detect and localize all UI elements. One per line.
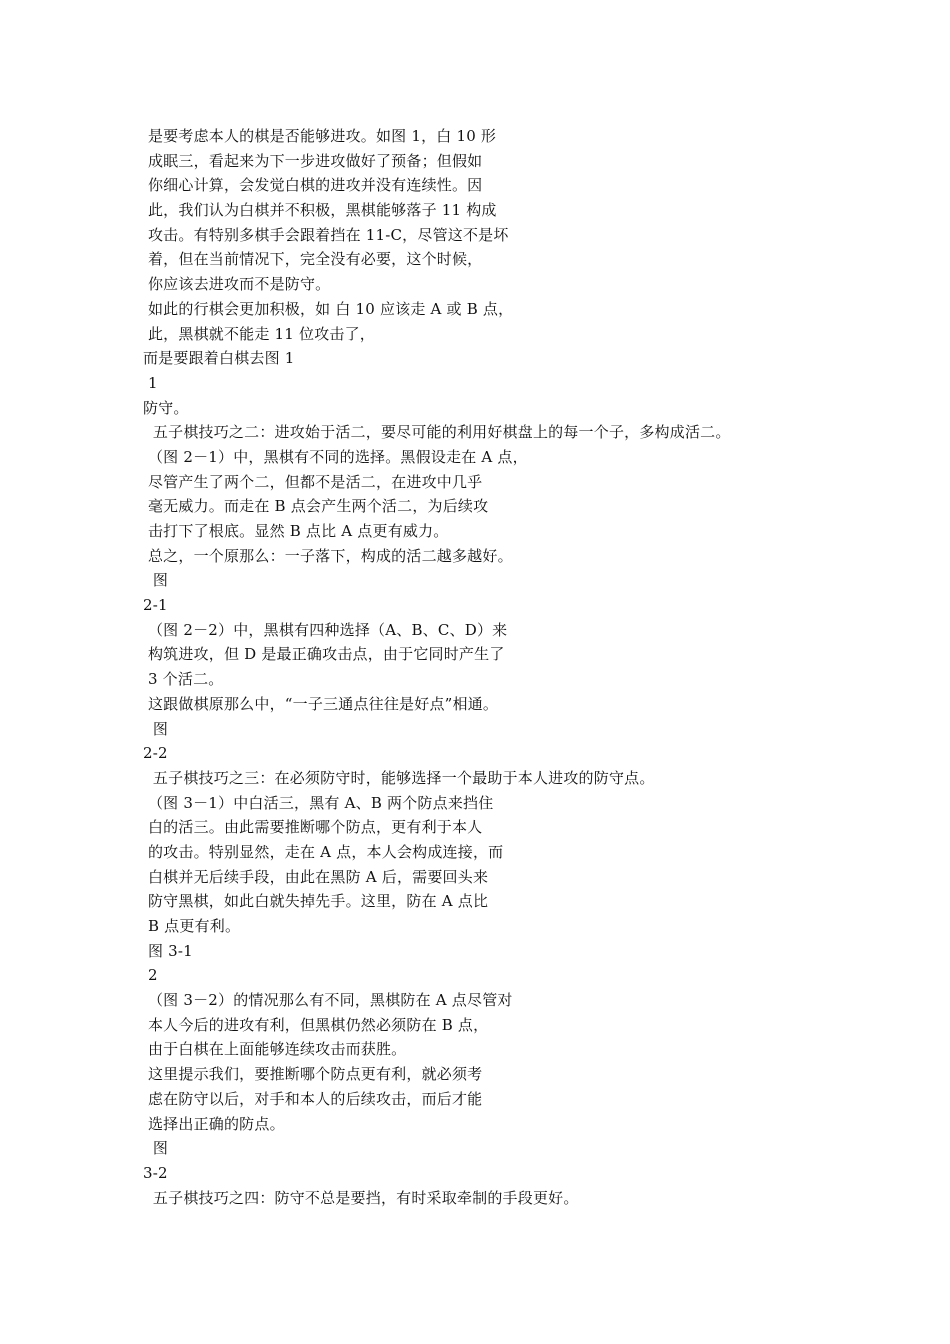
text-line: 由于白棋在上面能够连续攻击而获胜。 [143, 1040, 407, 1059]
text-line: 本人今后的进攻有利，但黑棋仍然必须防在 B 点， [143, 1015, 489, 1034]
section-heading: 五子棋技巧之三：在必须防守时，能够选择一个最助于本人进攻的防守点。 [143, 768, 655, 787]
text-line: （图 3－2）的情况那么有不同，黑棋防在 A 点尽管对 [143, 991, 513, 1010]
figure-label: 图 [143, 719, 169, 738]
text-line: 总之，一个原那么：一子落下，构成的活二越多越好。 [143, 546, 513, 565]
text-line: 防守黑棋，如此白就失掉先手。这里，防在 A 点比 [143, 892, 489, 911]
text-line: 这里提示我们，要推断哪个防点更有利，就必须考 [143, 1065, 483, 1084]
text-line: （图 3－1）中白活三，黑有 A、B 两个防点来挡住 [143, 793, 494, 812]
text-line: 而是要跟着白棋去图 1 [143, 349, 295, 368]
text-line: 白棋并无后续手段，由此在黑防 A 后，需要回头来 [143, 867, 489, 886]
text-line: 防守。 [143, 398, 189, 417]
text-line: 虑在防守以后，对手和本人的后续攻击，而后才能 [143, 1089, 483, 1108]
figure-label: 2-2 [143, 744, 168, 763]
text-line: 毫无威力。而走在 B 点会产生两个活二，为后续攻 [143, 497, 489, 516]
figure-label: 图 [143, 571, 169, 590]
text-line: 着，但在当前情况下，完全没有必要，这个时候， [143, 250, 483, 269]
text-line: 成眠三，看起来为下一步进攻做好了预备；但假如 [143, 151, 483, 170]
text-line: 选择出正确的防点。 [143, 1114, 285, 1133]
text-line: （图 2－2）中，黑棋有四种选择（A、B、C、D）来 [143, 620, 508, 639]
figure-label: 图 3-1 [143, 941, 193, 960]
text-line: 攻击。有特别多棋手会跟着挡在 11-C，尽管这不是坏 [143, 225, 509, 244]
text-line: （图 2－1）中，黑棋有不同的选择。黑假设走在 A 点， [143, 447, 528, 466]
text-line: 的攻击。特别显然，走在 A 点，本人会构成连接，而 [143, 842, 504, 861]
text-line: 构筑进攻，但 D 是最正确攻击点，由于它同时产生了 [143, 645, 505, 664]
text-line: B 点更有利。 [143, 917, 241, 935]
text-line: 你细心计算，会发觉白棋的进攻并没有连续性。因 [143, 176, 483, 195]
document-body [143, 124, 923, 1210]
text-line: 此，我们认为白棋并不积极，黑棋能够落子 11 构成 [143, 201, 497, 220]
text-line: 白的活三。由此需要推断哪个防点，更有利于本人 [143, 818, 483, 837]
figure-label: 1 [143, 373, 158, 392]
text-line: 是要考虑本人的棋是否能够进攻。如图 1，白 10 形 [143, 127, 497, 145]
text-line: 此，黑棋就不能走 11 位攻击了， [143, 324, 375, 343]
section-heading: 五子棋技巧之二：进攻始于活二，要尽可能的利用好棋盘上的每一个子，多构成活二。 [143, 423, 731, 442]
figure-label: 图 [143, 1139, 169, 1158]
figure-label: 3-2 [143, 1163, 168, 1182]
text-line: 击打下了根底。显然 B 点比 A 点更有威力。 [143, 522, 449, 540]
text-line: 如此的行棋会更加积极，如 白 10 应该走 A 或 B 点， [143, 299, 514, 318]
figure-label: 2 [143, 966, 158, 985]
text-line: 这跟做棋原那么中，“一子三通点往往是好点”相通。 [143, 694, 499, 713]
text-line: 尽管产生了两个二，但都不是活二，在进攻中几乎 [143, 472, 483, 491]
text-line: 你应该去进攻而不是防守。 [143, 275, 331, 294]
section-heading: 五子棋技巧之四：防守不总是要挡，有时采取牵制的手段更好。 [143, 1188, 579, 1207]
text-line: 3 个活二。 [143, 670, 224, 689]
figure-label: 2-1 [143, 596, 168, 615]
